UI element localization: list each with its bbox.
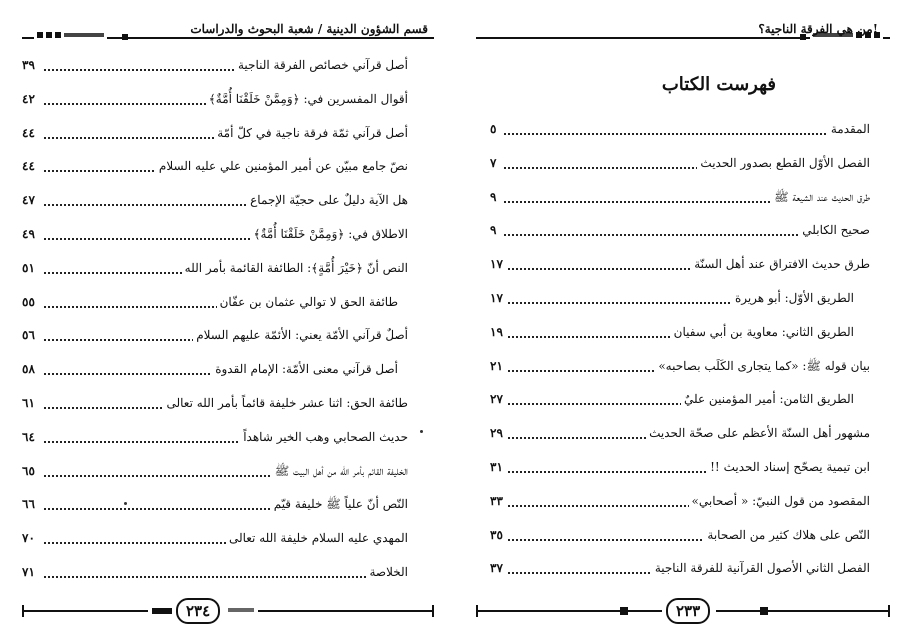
toc-entry-page: ٥٦ — [22, 328, 39, 342]
left-page — [22, 0, 434, 639]
toc-entry — [22, 396, 434, 430]
toc-entry-title: هل الآية دليلٌ على حجيّة الإجماع — [247, 193, 408, 207]
toc-entry — [470, 156, 890, 190]
page-number: ٢٣٤ — [176, 598, 220, 624]
toc-entry-page: ٥١ — [22, 261, 39, 275]
toc-entry-title: طائفة الحق لا توالي عثمان بن عفّان — [217, 295, 398, 309]
toc-list-right — [470, 122, 890, 595]
toc-entry-page: ٦٥ — [22, 464, 39, 478]
toc-entry-page: ١٩ — [490, 325, 507, 339]
toc-entry — [22, 58, 434, 92]
left-page-footer — [22, 598, 434, 622]
toc-entry — [22, 295, 434, 329]
toc-entry-page: ٦٦ — [22, 497, 39, 511]
toc-entry — [22, 565, 434, 599]
toc-entry-title: صحيح الكابلي — [799, 223, 870, 237]
toc-entry — [470, 122, 890, 156]
toc-entry-title: طائفة الحق: اثنا عشر خليفة قائماً بأمر الله تعالى — [163, 396, 408, 410]
toc-entry — [470, 426, 890, 460]
toc-entry — [22, 126, 434, 160]
toc-entry-title: المقدمة — [828, 122, 870, 136]
toc-entry-page: ١٧ — [490, 257, 507, 271]
toc-entry — [22, 159, 434, 193]
toc-entry-page: ٩ — [490, 223, 500, 237]
toc-entry-title: النّص أنّ علياً ﷺ خليفة قيّم — [271, 497, 408, 514]
toc-entry-title: نصّ جامع مبيّن عن أمير المؤمنين علي عليه السلام — [156, 159, 408, 173]
toc-entry-title: الفصل الأوّل القطع بصدور الحديث — [697, 156, 870, 170]
dot-leader — [504, 234, 850, 236]
toc-entry — [22, 92, 434, 126]
toc-entry-title: أصل قرآني ثمّة فرقة ناجية في كلّ أمّة — [214, 126, 408, 140]
toc-entry-title: الاطلاق في: ﴿وَمِمَّنْ خَلَقْنَا أُمَّةٌ﴾ — [250, 227, 408, 241]
toc-entry-page: ٣٥ — [490, 528, 507, 542]
toc-entry — [22, 328, 434, 362]
toc-entry-title: أصل قرآني خصائص الفرقة الناجية — [235, 58, 408, 72]
page-number: ٢٣٣ — [666, 598, 710, 624]
toc-entry — [470, 257, 890, 291]
toc-entry-page: ٤٢ — [22, 92, 39, 106]
toc-entry-title: الفصل الثاني الأصول القرآنية للفرقة الناجية — [652, 561, 870, 575]
toc-entry-page: ٣٧ — [490, 561, 507, 575]
toc-entry-page: ٤٤ — [22, 159, 39, 173]
toc-entry-title: أقوال المفسرين في: ﴿وَمِمَّنْ خَلَقْنَا أُمَّةٌ﴾ — [206, 92, 408, 106]
toc-entry-title: أصلٌ قرآني الأمّة يعني: الأئمّة عليهم السلام — [193, 328, 408, 342]
toc-entry-title: طرق الحديث عند الشيعة ﷺ — [771, 190, 870, 207]
toc-entry-page: ٧ — [490, 156, 500, 170]
toc-entry — [22, 193, 434, 227]
toc-entry-title: المهدي عليه السلام خليفة الله تعالى — [226, 531, 408, 545]
toc-entry — [470, 460, 890, 494]
toc-entry — [470, 494, 890, 528]
toc-list-left — [22, 58, 434, 599]
running-header-title: من هي الفرقة الناجية؟! — [758, 22, 878, 36]
toc-entry-page: ٢١ — [490, 359, 507, 373]
toc-entry — [470, 359, 890, 393]
toc-entry-title: مشهور أهل السنّة الأعظم على صحّة الحديث — [646, 426, 870, 440]
toc-entry-page: ٤٩ — [22, 227, 39, 241]
toc-entry — [470, 190, 890, 224]
toc-entry-title: أصل قرآني معنى الأمّة: الإمام القدوة — [212, 362, 398, 376]
toc-entry-title: الطريق الأوّل: أبو هريرة — [732, 291, 854, 305]
toc-entry — [22, 227, 434, 261]
toc-entry — [470, 223, 890, 257]
toc-entry — [22, 531, 434, 565]
toc-entry-page: ٧١ — [22, 565, 39, 579]
toc-entry-page: ٩ — [490, 190, 500, 204]
toc-entry — [470, 325, 890, 359]
toc-entry — [22, 430, 434, 464]
toc-entry-title: النص أنّ ﴿خَيْرَ أُمَّةٍ﴾: الطائفة القائمة بأمر الله — [182, 261, 408, 275]
toc-entry-title: الطريق الثاني: معاوية بن أبي سفيان — [671, 325, 854, 339]
toc-entry-page: ٥ — [490, 122, 500, 136]
toc-heading: فهرست الكتاب — [661, 74, 776, 95]
toc-entry — [22, 497, 434, 531]
toc-entry-page: ٤٤ — [22, 126, 39, 140]
toc-entry-page: ٣١ — [490, 460, 507, 474]
toc-entry-page: ٦١ — [22, 396, 39, 410]
toc-entry-title: النّص على هلاك كثير من الصحابة — [704, 528, 870, 542]
toc-entry-page: ٣٣ — [490, 494, 507, 508]
toc-entry-page: ٣٩ — [22, 58, 39, 72]
toc-entry-title: طرق حديث الافتراق عند أهل السنّة — [691, 257, 870, 271]
dot-leader — [504, 133, 850, 135]
toc-entry-title: ابن تيمية يصحّح إسناد الحديث !! — [707, 460, 870, 474]
toc-entry-title: حديث الصحابي وهب الخير شاهداً — [240, 430, 408, 444]
toc-entry — [470, 561, 890, 595]
toc-entry-title: الخليفة القائم بأمر الله من أهل البيت ﷺ — [272, 464, 408, 481]
left-page-header — [22, 22, 434, 42]
toc-entry-title: بيان قوله ﷺ: «كما يتجارى الكَلَب بصاحبه» — [655, 359, 870, 376]
toc-entry — [22, 362, 434, 396]
toc-entry-title: الطريق الثامن: أمير المؤمنين عليٌ — [681, 392, 854, 406]
toc-entry — [22, 261, 434, 295]
header-ornament — [34, 32, 107, 40]
toc-entry-title: الخلاصة — [366, 565, 408, 579]
toc-entry-page: ٦٤ — [22, 430, 39, 444]
toc-entry — [470, 528, 890, 562]
toc-entry-page: ٥٨ — [22, 362, 39, 376]
toc-entry-page: ١٧ — [490, 291, 507, 305]
toc-entry — [22, 464, 434, 498]
toc-entry-page: ٧٠ — [22, 531, 39, 545]
running-header-title: قسم الشؤون الدينية / شعبة البحوث والدراسات — [190, 22, 428, 36]
dot-leader — [44, 576, 394, 578]
toc-entry-page: ٢٩ — [490, 426, 507, 440]
right-page-footer — [470, 598, 890, 622]
right-page — [470, 0, 890, 639]
toc-entry-title: المقصود من قول النبيّ: « أصحابي» — [689, 494, 870, 508]
right-page-header — [470, 22, 890, 42]
toc-entry-page: ٤٧ — [22, 193, 39, 207]
toc-entry — [470, 291, 890, 325]
toc-entry — [470, 392, 890, 426]
toc-entry-page: ٢٧ — [490, 392, 507, 406]
header-end-mark — [122, 34, 128, 40]
toc-entry-page: ٥٥ — [22, 295, 39, 309]
